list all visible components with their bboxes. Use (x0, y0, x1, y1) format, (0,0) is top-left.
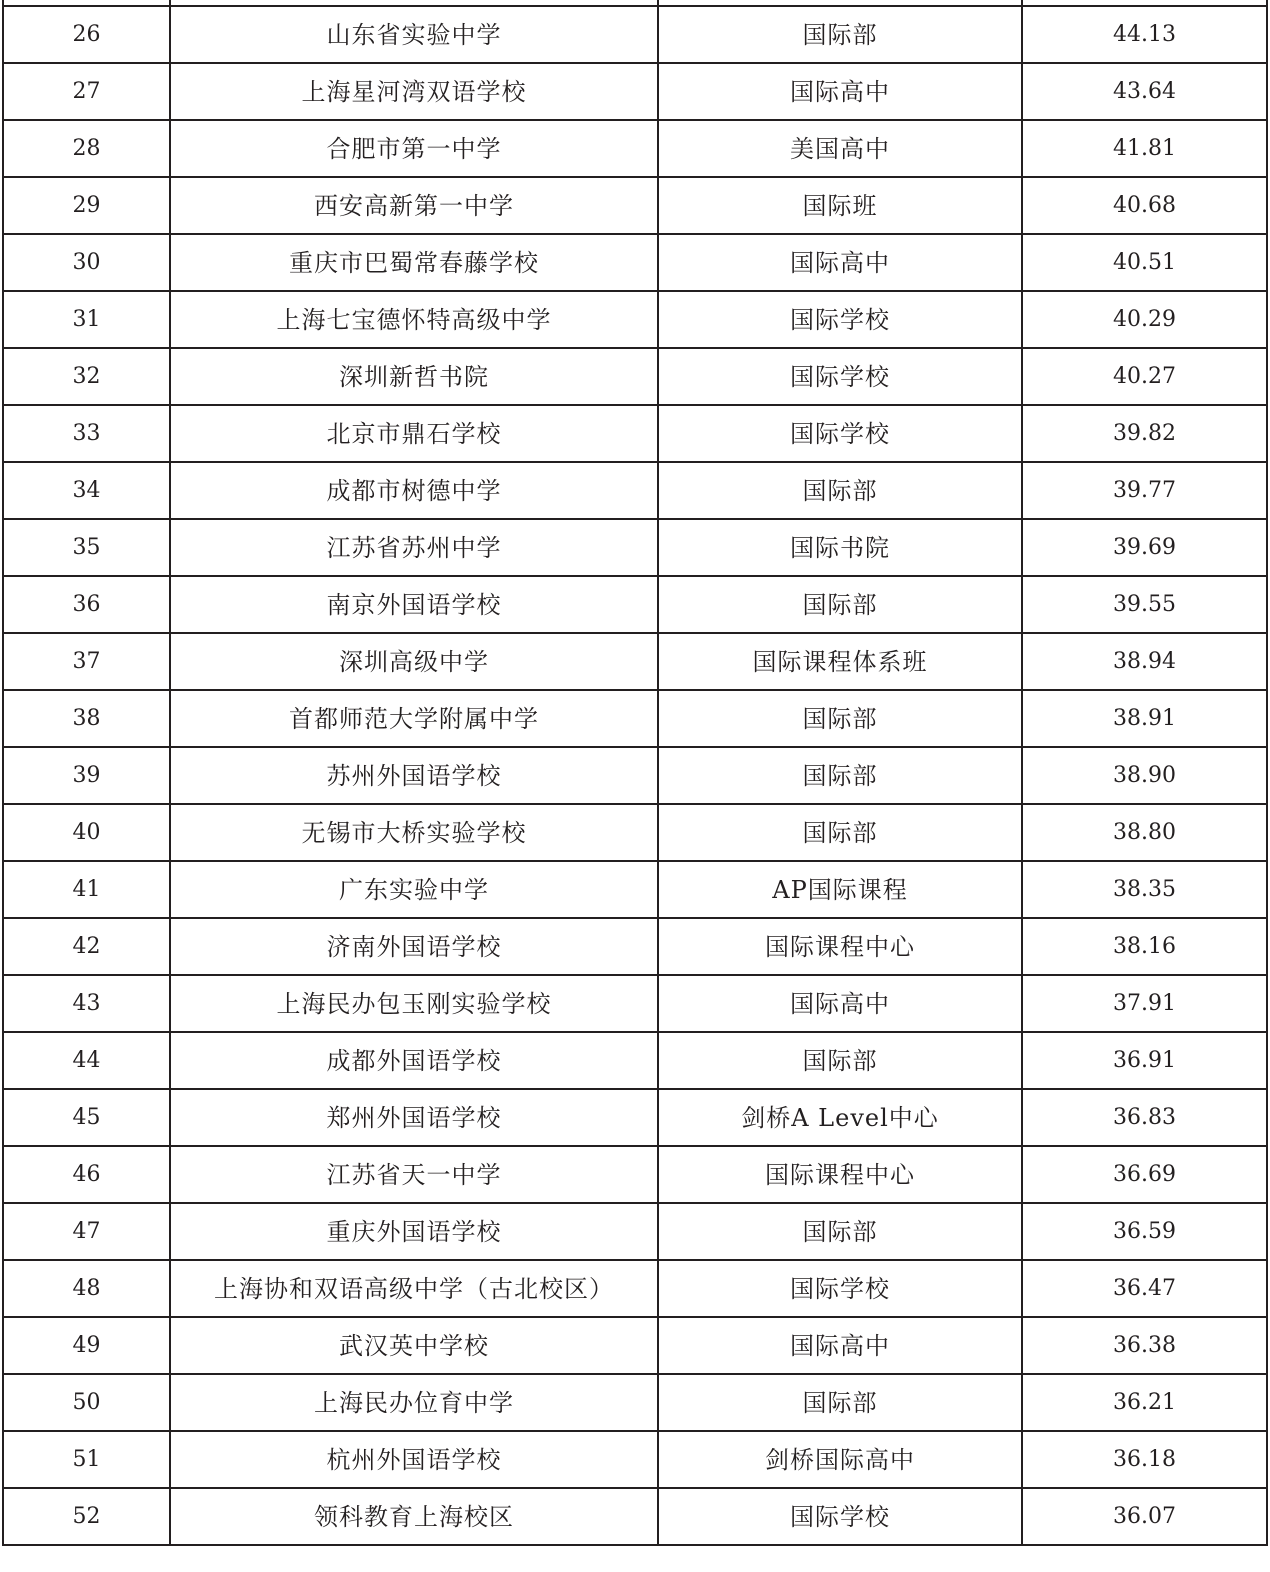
school-cell: 重庆市巴蜀常春藤学校 (170, 234, 658, 291)
score-cell: 38.91 (1022, 690, 1267, 747)
score-cell: 44.13 (1022, 6, 1267, 63)
table-row (3, 405, 1267, 462)
school-cell: 武汉英中学校 (170, 1317, 658, 1374)
score-cell: 36.47 (1022, 1260, 1267, 1317)
program-cell: 国际高中 (658, 975, 1022, 1032)
rank-cell: 38 (3, 690, 170, 747)
school-cell: 南京外国语学校 (170, 576, 658, 633)
table-row (3, 747, 1267, 804)
table-row (3, 1431, 1267, 1488)
rank-cell: 44 (3, 1032, 170, 1089)
score-cell: 41.81 (1022, 120, 1267, 177)
table-row (3, 348, 1267, 405)
school-cell: 深圳新哲书院 (170, 348, 658, 405)
school-cell: 广东实验中学 (170, 861, 658, 918)
score-cell: 36.07 (1022, 1488, 1267, 1545)
score-cell: 38.16 (1022, 918, 1267, 975)
program-cell: 国际高中 (658, 234, 1022, 291)
rank-cell: 35 (3, 519, 170, 576)
rank-cell: 48 (3, 1260, 170, 1317)
table-row (3, 291, 1267, 348)
table-row (3, 6, 1267, 63)
rank-cell: 42 (3, 918, 170, 975)
score-cell: 39.77 (1022, 462, 1267, 519)
score-cell: 38.90 (1022, 747, 1267, 804)
program-cell: 国际部 (658, 462, 1022, 519)
rank-cell: 36 (3, 576, 170, 633)
rank-cell: 32 (3, 348, 170, 405)
school-cell: 上海民办包玉刚实验学校 (170, 975, 658, 1032)
table-row (3, 1488, 1267, 1545)
score-cell: 40.51 (1022, 234, 1267, 291)
program-cell: 国际部 (658, 1374, 1022, 1431)
program-cell: 国际高中 (658, 1317, 1022, 1374)
table-row (3, 576, 1267, 633)
rank-cell: 46 (3, 1146, 170, 1203)
score-cell: 39.82 (1022, 405, 1267, 462)
rank-cell: 50 (3, 1374, 170, 1431)
table-row (3, 633, 1267, 690)
program-cell: 国际学校 (658, 1260, 1022, 1317)
program-cell: 国际课程中心 (658, 1146, 1022, 1203)
score-cell: 38.35 (1022, 861, 1267, 918)
school-cell: 成都外国语学校 (170, 1032, 658, 1089)
program-cell: 国际学校 (658, 348, 1022, 405)
school-cell: 郑州外国语学校 (170, 1089, 658, 1146)
table-row (3, 1089, 1267, 1146)
table-row (3, 1260, 1267, 1317)
score-cell: 36.38 (1022, 1317, 1267, 1374)
table-row (3, 804, 1267, 861)
ranking-table (2, 0, 1268, 1546)
program-cell: 国际部 (658, 576, 1022, 633)
table-row (3, 1032, 1267, 1089)
school-cell: 上海星河湾双语学校 (170, 63, 658, 120)
rank-cell: 43 (3, 975, 170, 1032)
school-cell: 成都市树德中学 (170, 462, 658, 519)
school-cell: 江苏省苏州中学 (170, 519, 658, 576)
program-cell: 国际部 (658, 804, 1022, 861)
rank-cell: 27 (3, 63, 170, 120)
school-cell: 上海七宝德怀特高级中学 (170, 291, 658, 348)
program-cell: 国际高中 (658, 63, 1022, 120)
school-cell: 深圳高级中学 (170, 633, 658, 690)
school-cell: 上海协和双语高级中学（古北校区） (170, 1260, 658, 1317)
program-cell: 剑桥A Level中心 (658, 1089, 1022, 1146)
score-cell: 36.69 (1022, 1146, 1267, 1203)
rank-cell: 34 (3, 462, 170, 519)
program-cell: 国际部 (658, 1032, 1022, 1089)
program-cell: 国际课程中心 (658, 918, 1022, 975)
school-cell: 杭州外国语学校 (170, 1431, 658, 1488)
rank-cell: 49 (3, 1317, 170, 1374)
rank-cell: 40 (3, 804, 170, 861)
table-row (3, 1374, 1267, 1431)
table-row (3, 861, 1267, 918)
program-cell: 国际部 (658, 690, 1022, 747)
table-row (3, 1146, 1267, 1203)
score-cell: 43.64 (1022, 63, 1267, 120)
score-cell: 39.69 (1022, 519, 1267, 576)
school-cell: 上海民办位育中学 (170, 1374, 658, 1431)
program-cell: 国际学校 (658, 405, 1022, 462)
school-cell: 重庆外国语学校 (170, 1203, 658, 1260)
rank-cell: 28 (3, 120, 170, 177)
table-row (3, 63, 1267, 120)
table-row (3, 177, 1267, 234)
score-cell: 39.55 (1022, 576, 1267, 633)
score-cell: 36.83 (1022, 1089, 1267, 1146)
school-cell: 首都师范大学附属中学 (170, 690, 658, 747)
program-cell: 国际部 (658, 747, 1022, 804)
rank-cell: 51 (3, 1431, 170, 1488)
rank-cell: 47 (3, 1203, 170, 1260)
score-cell: 36.91 (1022, 1032, 1267, 1089)
school-cell: 无锡市大桥实验学校 (170, 804, 658, 861)
table-row (3, 1203, 1267, 1260)
rank-cell: 31 (3, 291, 170, 348)
program-cell: 美国高中 (658, 120, 1022, 177)
rank-cell: 52 (3, 1488, 170, 1545)
score-cell: 36.18 (1022, 1431, 1267, 1488)
school-cell: 合肥市第一中学 (170, 120, 658, 177)
program-cell: 国际部 (658, 1203, 1022, 1260)
table-row (3, 462, 1267, 519)
program-cell: 国际书院 (658, 519, 1022, 576)
rank-cell: 45 (3, 1089, 170, 1146)
program-cell: 国际课程体系班 (658, 633, 1022, 690)
table-row (3, 234, 1267, 291)
program-cell: 国际班 (658, 177, 1022, 234)
table-row (3, 519, 1267, 576)
program-cell: 剑桥国际高中 (658, 1431, 1022, 1488)
score-cell: 38.80 (1022, 804, 1267, 861)
ranking-table-body (3, 0, 1267, 1545)
score-cell: 36.59 (1022, 1203, 1267, 1260)
rank-cell: 39 (3, 747, 170, 804)
rank-cell: 37 (3, 633, 170, 690)
school-cell: 西安高新第一中学 (170, 177, 658, 234)
school-cell: 苏州外国语学校 (170, 747, 658, 804)
program-cell: 国际部 (658, 6, 1022, 63)
score-cell: 40.29 (1022, 291, 1267, 348)
score-cell: 37.91 (1022, 975, 1267, 1032)
rank-cell: 26 (3, 6, 170, 63)
table-row (3, 975, 1267, 1032)
score-cell: 40.27 (1022, 348, 1267, 405)
rank-cell: 33 (3, 405, 170, 462)
program-cell: AP国际课程 (658, 861, 1022, 918)
school-cell: 领科教育上海校区 (170, 1488, 658, 1545)
school-cell: 江苏省天一中学 (170, 1146, 658, 1203)
table-row (3, 1317, 1267, 1374)
rank-cell: 41 (3, 861, 170, 918)
table-row (3, 690, 1267, 747)
school-cell: 济南外国语学校 (170, 918, 658, 975)
table-row (3, 918, 1267, 975)
school-cell: 北京市鼎石学校 (170, 405, 658, 462)
rank-cell: 29 (3, 177, 170, 234)
rank-cell: 30 (3, 234, 170, 291)
score-cell: 36.21 (1022, 1374, 1267, 1431)
school-cell: 山东省实验中学 (170, 6, 658, 63)
score-cell: 40.68 (1022, 177, 1267, 234)
program-cell: 国际学校 (658, 1488, 1022, 1545)
program-cell: 国际学校 (658, 291, 1022, 348)
table-row (3, 120, 1267, 177)
score-cell: 38.94 (1022, 633, 1267, 690)
